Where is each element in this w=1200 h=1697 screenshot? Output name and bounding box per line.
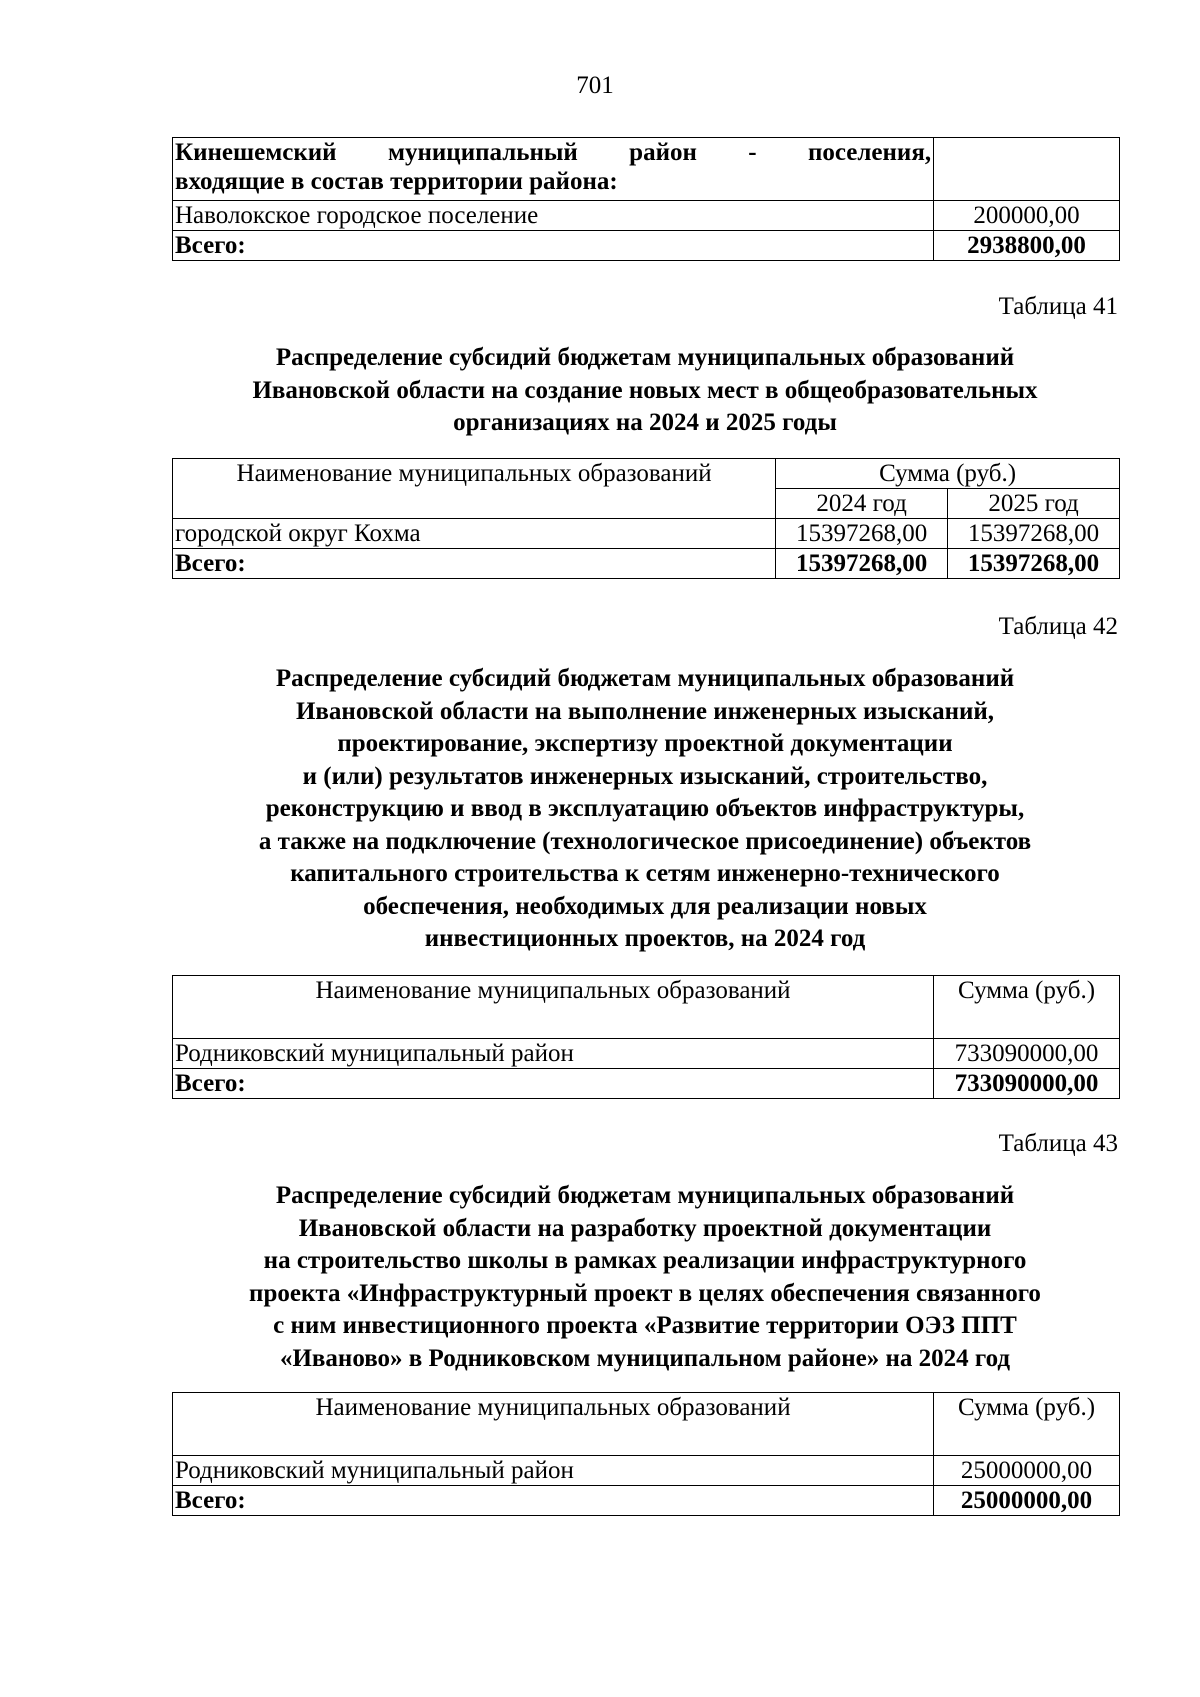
title-line: а также на подключение (технологическое присоединение) объектов: [258, 827, 1032, 855]
total-value: 25000000,00: [934, 1486, 1120, 1516]
total-label: Всего:: [173, 549, 776, 579]
title-line: и (или) результатов инженерных изысканий, строительство,: [302, 762, 988, 790]
header-year-2024: 2024 год: [776, 489, 948, 519]
total-row: [173, 231, 1120, 261]
title-line: «Иваново» в Родниковском муниципальном районе» на 2024 год: [279, 1344, 1011, 1372]
table-row: [173, 1039, 1120, 1069]
table-41-title: [150, 342, 1140, 440]
header-sum: Сумма (руб.): [934, 1393, 1120, 1456]
table-row: [173, 1456, 1120, 1486]
table-row: [173, 519, 1120, 549]
total-2024: 15397268,00: [776, 549, 948, 579]
title-line: проектирование, экспертизу проектной документации: [337, 730, 953, 757]
amount-2024: 15397268,00: [776, 519, 948, 549]
title-line: Распределение субсидий бюджетам муниципальных образований: [275, 665, 1015, 692]
header-name: Наименование муниципальных образований: [173, 976, 934, 1039]
table-header-row: [173, 459, 1120, 489]
title-line: Ивановской области на выполнение инженерных изысканий,: [295, 697, 995, 725]
total-value: 733090000,00: [934, 1069, 1120, 1099]
table-41-caption: Таблица 41: [998, 293, 1118, 320]
table-43-title: [150, 1180, 1140, 1375]
total-label: Всего:: [173, 1069, 934, 1099]
total-value: 2938800,00: [934, 231, 1120, 261]
table-42: [172, 975, 1120, 1099]
page-number: 701: [576, 72, 614, 99]
title-line: на строительство школы в рамках реализации инфраструктурного: [263, 1247, 1027, 1274]
group-header-cell: [173, 138, 934, 201]
table-42-title: [150, 663, 1140, 956]
title-line: Ивановской области на создание новых мест в общеобразовательных: [252, 376, 1038, 404]
table-43-caption: Таблица 43: [998, 1130, 1118, 1157]
table-43: [172, 1392, 1120, 1516]
title-line: инвестиционных проектов, на 2024 год: [424, 925, 866, 952]
header-year-2025: 2025 год: [948, 489, 1120, 519]
title-line: с ним инвестиционного проекта «Развитие территории ОЭЗ ППТ: [273, 1312, 1017, 1339]
group-header-line2: входящие в состав территории района:: [175, 168, 618, 195]
table-kineshma: [172, 137, 1120, 261]
municipality-name: городской округ Кохма: [173, 519, 776, 549]
title-line: реконструкцию и ввод в эксплуатацию объектов инфраструктуры,: [265, 795, 1025, 822]
total-label: Всего:: [173, 231, 934, 261]
municipality-name: Родниковский муниципальный район: [173, 1456, 934, 1486]
empty-cell: [934, 138, 1120, 201]
table-row: [173, 201, 1120, 231]
title-line: Распределение субсидий бюджетам муниципальных образований: [275, 1182, 1015, 1209]
table-42-caption: Таблица 42: [998, 613, 1118, 640]
title-line: Ивановской области на разработку проектной документации: [298, 1214, 992, 1242]
amount-value: 733090000,00: [934, 1039, 1120, 1069]
header-name: Наименование муниципальных образований: [173, 459, 776, 519]
group-header-line1: Кинешемский муниципальный район - поселения,: [175, 139, 932, 166]
table-row: [173, 138, 1120, 201]
amount-2025: 15397268,00: [948, 519, 1120, 549]
table-header-row: [173, 1393, 1120, 1456]
title-line: обеспечения, необходимых для реализации новых: [363, 892, 927, 920]
table-41: [172, 458, 1120, 579]
header-sum: Сумма (руб.): [776, 459, 1120, 489]
title-line: проекта «Инфраструктурный проект в целях обеспечения связанного: [249, 1279, 1041, 1307]
header-name: Наименование муниципальных образований: [173, 1393, 934, 1456]
title-line: Распределение субсидий бюджетам муниципальных образований: [275, 344, 1015, 371]
title-line: капитального строительства к сетям инженерно-технического: [290, 860, 1000, 887]
amount-value: 25000000,00: [934, 1456, 1120, 1486]
municipality-name: Родниковский муниципальный район: [173, 1039, 934, 1069]
table-header-row: [173, 976, 1120, 1039]
title-line: организациях на 2024 и 2025 годы: [453, 409, 837, 436]
total-label: Всего:: [173, 1486, 934, 1516]
total-2025: 15397268,00: [948, 549, 1120, 579]
municipality-name: Наволокское городское поселение: [173, 201, 934, 231]
total-row: [173, 1486, 1120, 1516]
total-row: [173, 1069, 1120, 1099]
amount-value: 200000,00: [934, 201, 1120, 231]
header-sum: Сумма (руб.): [934, 976, 1120, 1039]
total-row: [173, 549, 1120, 579]
